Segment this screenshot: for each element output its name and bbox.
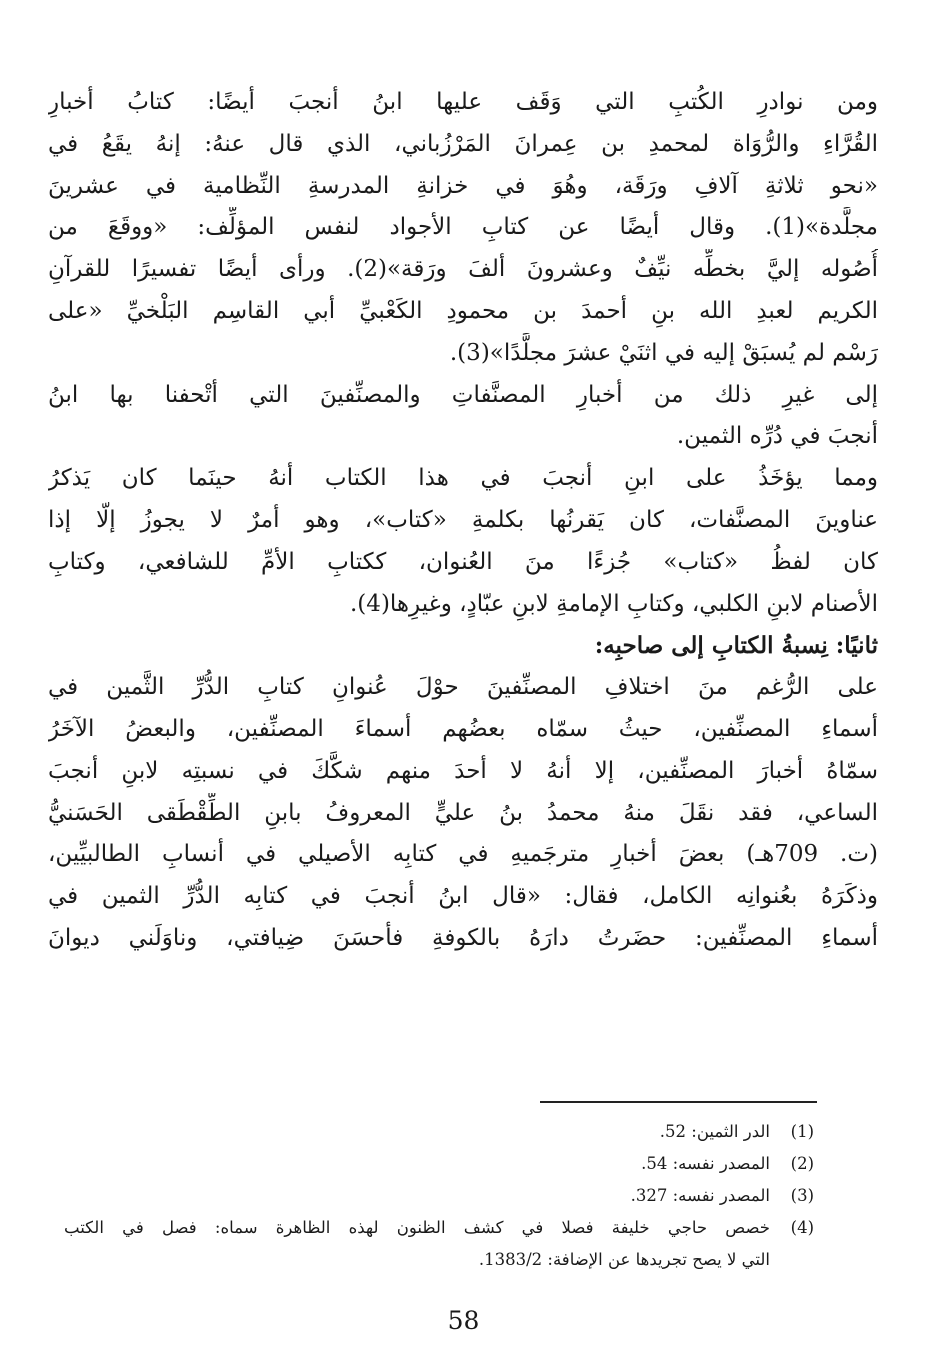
- footnote-line: خصص حاجي خليفة فصلا في كشف الظنون لهذه الظاهرة سماه: فصل في الكتب: [64, 1218, 770, 1237]
- body-line: «نحو ثلاثةِ آلافِ ورَقَة، وهُوَ في خزانةِ المدرسةِ النِّظامية في عشرينَ: [48, 172, 878, 199]
- footnote-number: (4): [790, 1218, 814, 1237]
- body-line: ومما يؤخَذُ على ابنِ أنجبَ في هذا الكتاب أنهُ حينَما كان يَذكرُ: [48, 465, 878, 492]
- footnote-number: (3): [790, 1186, 814, 1205]
- body-line: أسماءِ المصنِّفين: حضَرتُ دارَهُ بالكوفةِ فأحسَنَ ضِيافتي، وناوَلَني ديوانَ: [48, 924, 878, 951]
- body-line: أُصُوله إليَّ بخطِّه نيِّفٌ وعشرونَ ألفَ ورَقة»(2). ورأى أيضًا تفسيرًا للقرآنِ: [48, 256, 878, 283]
- footnotes: [64, 1116, 814, 1276]
- footnote-text: [64, 1212, 770, 1276]
- body-line: الكريم لعبدِ الله بنِ أحمدَ بن محمودِ الكَعْبيِّ أبي القاسِم البَلْخيِّ «على: [48, 297, 878, 324]
- body-line: سمّاهُ أخبارَ المصنِّفين، إلا أنهُ لا أحدَ منهم شكَّكَ في نسبتِه لابنِ أنجبَ: [48, 757, 878, 784]
- body-line: على الرُّغم منَ اختلافِ المصنِّفينَ حوْلَ عُنوانِ كتابِ الدُّرِّ الثَّمين في: [48, 674, 878, 701]
- footnote: [64, 1212, 814, 1276]
- body-line: ومن نوادرِ الكُتبِ التي وَقَف عليها ابنُ أنجبَ أيضًا: كتابُ أخبارِ: [48, 89, 878, 115]
- body-line: إلى غيرِ ذلك من أخبارِ المصنَّفاتِ والمصنِّفينَ التي أتْحفنا بها ابنُ: [48, 381, 878, 408]
- footnote-separator: [540, 1101, 817, 1103]
- footnote-number: (1): [790, 1122, 814, 1141]
- body-line: القُرَّاءِ والرُّوَاة لمحمدِ بن عِمرانَ المَرْزُباني، الذي قال عنهُ: إنهُ يقَعُ في: [48, 130, 878, 157]
- body-text: [48, 82, 878, 960]
- body-line: أنجبَ في دُرِّه الثمين.: [676, 423, 878, 450]
- footnote-text: [64, 1180, 770, 1212]
- footnote-line: التي لا يصح تجريدها عن الإضافة: 1383/2.: [478, 1250, 770, 1269]
- body-line: عناوينَ المصنَّفات، كان يَقرنُها بكلمةِ «كتاب»، وهو أمرٌ لا يجوزُ إلّا إذا: [48, 506, 878, 533]
- body-line: مجلَّدة»(1). وقال أيضًا عن كتابِ الأجواد لنفس المؤلِّف: «ووقَعَ من: [48, 214, 878, 241]
- body-line: كان لفظُ «كتاب» جُزءًا منَ العُنوان، ككتابِ الأمِّ للشافعي، وكتابِ: [48, 548, 878, 575]
- footnote-number: (2): [790, 1154, 814, 1173]
- body-line: الساعي، فقد نقَلَ منهُ محمدُ بنُ عليٍّ المعروفُ بابنِ الطِّقْطَقى الحَسَنيُّ: [48, 799, 878, 826]
- footnote-text: [64, 1116, 770, 1148]
- footnote-text: [64, 1148, 770, 1180]
- footnote: [64, 1148, 814, 1180]
- footnote-line: الدر الثمين: 52.: [659, 1122, 770, 1141]
- body-line: أسماءِ المصنِّفين، حيثُ سمّاه بعضُهم أسماءَ المصنِّفين، والبعضُ الآخَرُ: [48, 715, 878, 742]
- section-heading: ثانيًا: نِسبةُ الكتابِ إلى صاحبِه:: [594, 632, 878, 660]
- footnote: [64, 1116, 814, 1148]
- body-line: (ت. 709هـ) بعضَ أخبارِ مترجَميهِ في كتابِه الأصيلي في أنسابِ الطالبيِّين،: [48, 841, 878, 868]
- body-line: وذكَرَهُ بعُنوانِه الكامل، فقال: «قال ابنُ أنجبَ في كتابِه الدُّرِّ الثمين في: [48, 883, 878, 910]
- footnote: [64, 1180, 814, 1212]
- body-line: رَسْم لم يُسبَقْ إليه في اثنَيْ عشرَ مجلَّدًا»(3).: [449, 339, 878, 366]
- footnote-line: المصدر نفسه: 54.: [641, 1154, 770, 1173]
- page-number: 58: [447, 1306, 480, 1335]
- footnote-line: المصدر نفسه: 327.: [630, 1186, 770, 1205]
- body-line: الأصنام لابنِ الكلبي، وكتابِ الإمامةِ لابنِ عبّادٍ، وغيرِها(4).: [350, 590, 878, 617]
